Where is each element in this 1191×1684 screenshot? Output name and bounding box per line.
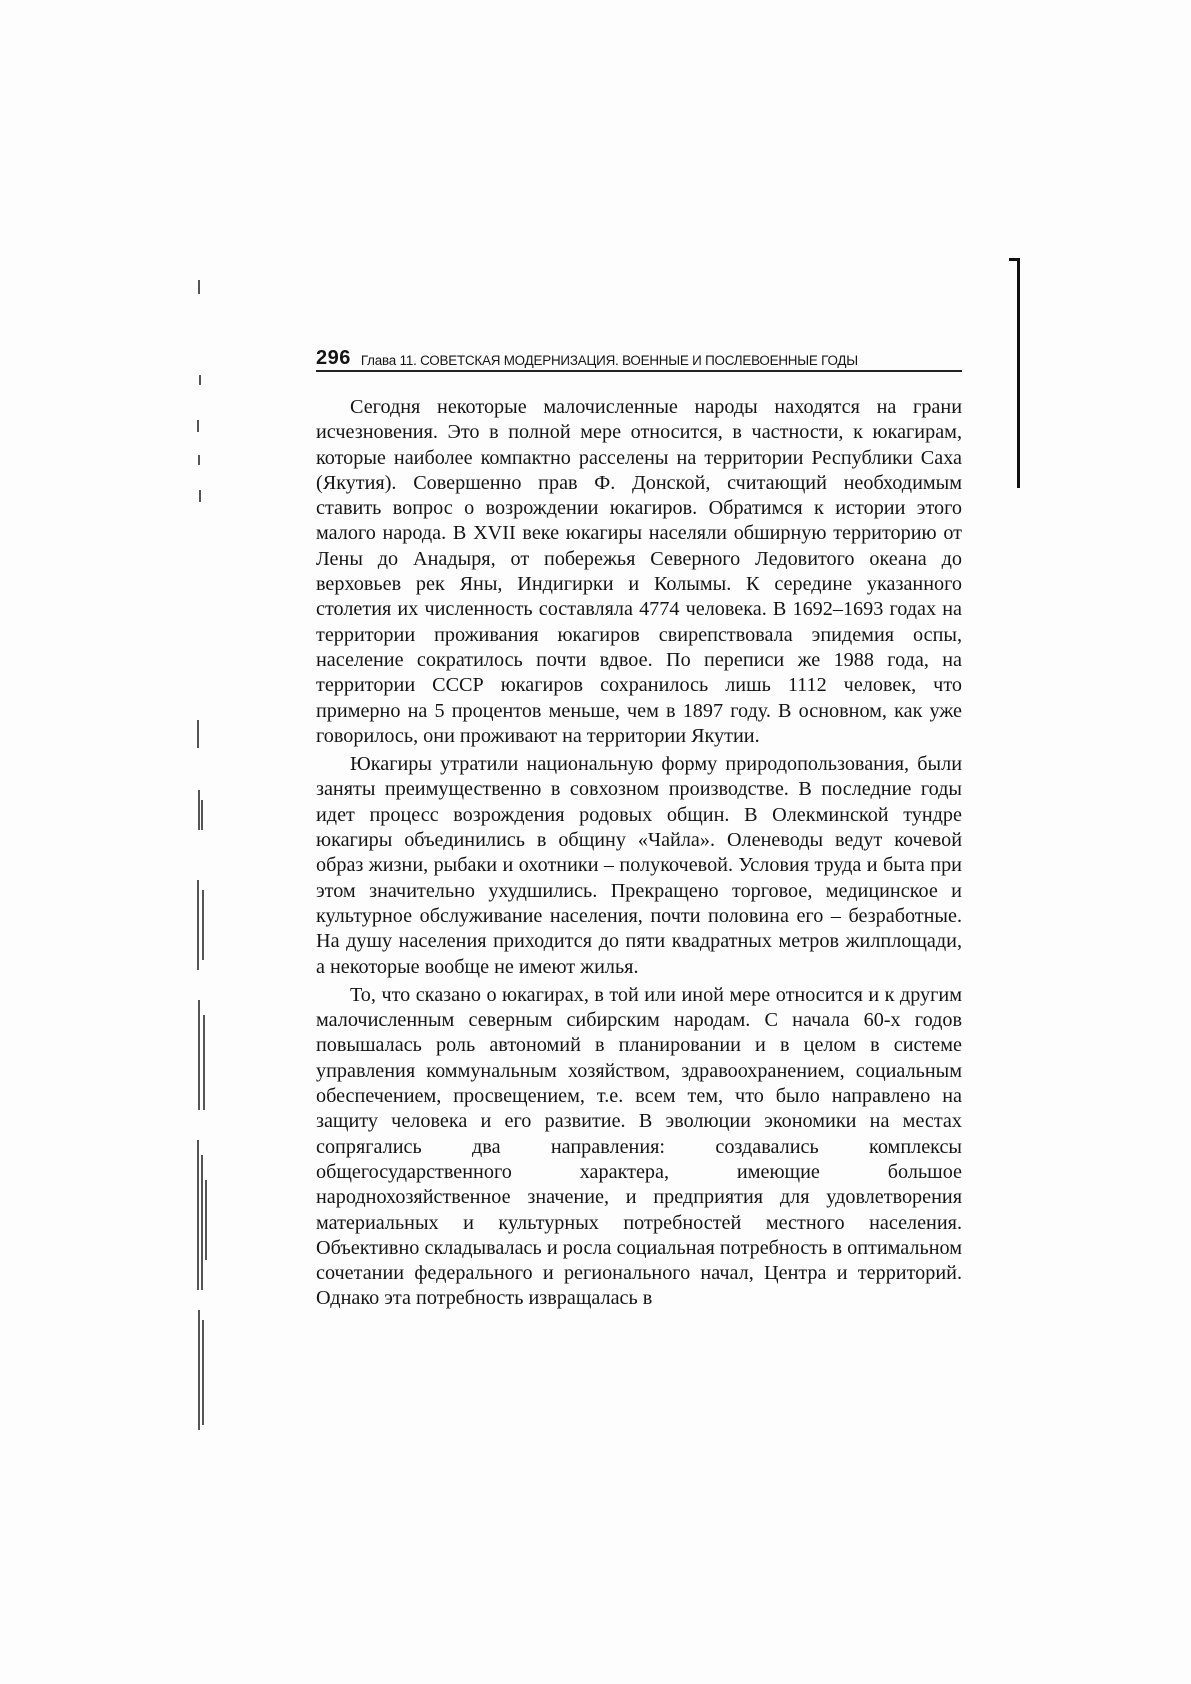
running-header (316, 342, 962, 372)
paragraph-northern-peoples: То, что сказано о юкагирах, в той или иной мере относится и к другим малочисленным северным сибирским народам. С начала 60-х годов повышалась роль автономий в планировании и в целом в системе управления коммунальным хозяйством, здравоохранением, социальным обеспечением, просвещением, т.е. всем тем, что было направлено на защиту человека и его развитие. В эволюции экономики на местах сопрягались два направления: создавались комплексы общегосударственного характера, имеющие большое народнохозяйственное значение, и предприятия для удовлетворения материальных и культурных потребностей местного населения. Объективно складывалась и росла социальная потребность в оптимальном сочетании федерального и регионального начал, Центра и территорий. Однако эта потребность извращалась в (316, 983, 962, 1310)
paragraph-yukagirs-history: Сегодня некоторые малочисленные народы находятся на грани исчезновения. Это в полной мере относится, в частности, к юкагирам, которые наиболее компактно расселены на территории Республики Саха (Якутия). Совершенно прав Ф. Донской, считающий необходимым ставить вопрос о возрождении юкагиров. Обратимся к истории этого малого народа. В XVII веке юкагиры населяли обширную территорию от Лены до Анадыря, от побережья Северного Ледовитого океана до верховьев рек Яны, Индигирки и Колымы. К середине указанного столетия их численность составляла 4774 человека. В 1692–1693 годах на территории проживания юкагиров свирепствовала эпидемия оспы, население сократилось почти вдвое. По переписи же 1988 года, на территории СССР юкагиров сохранилось лишь 1112 человек, что примерно на 5 процентов меньше, чем в 1897 году. В основном, как уже говорилось, они проживают на территории Якутии. (316, 396, 962, 747)
page-edge-line (1017, 258, 1020, 488)
page-number: 296 (316, 347, 351, 369)
binding-shadow (196, 280, 210, 1440)
paragraph-yukagirs-today: Юкагиры утратили национальную форму природопользования, были заняты преимущественно в совхозном производстве. В последние годы идет процесс возрождения родовых общин. В Олекминской тундре юкагиры объединились в общину «Чайла». Оленеводы ведут кочевой образ жизни, рыбаки и охотники – полукочевой. Условия труда и быта при этом значительно ухудшились. Прекращено торговое, медицинское и культурное обслуживание населения, почти половина его – безработные. На душу населения приходится до пяти квадратных метров жилплощади, а некоторые вообще не имеют жилья. (316, 753, 962, 978)
chapter-title: Глава 11. СОВЕТСКАЯ МОДЕРНИЗАЦИЯ. ВОЕННЫЕ И ПОСЛЕВОЕННЫЕ ГОДЫ (360, 352, 858, 368)
body-text (316, 395, 962, 1312)
